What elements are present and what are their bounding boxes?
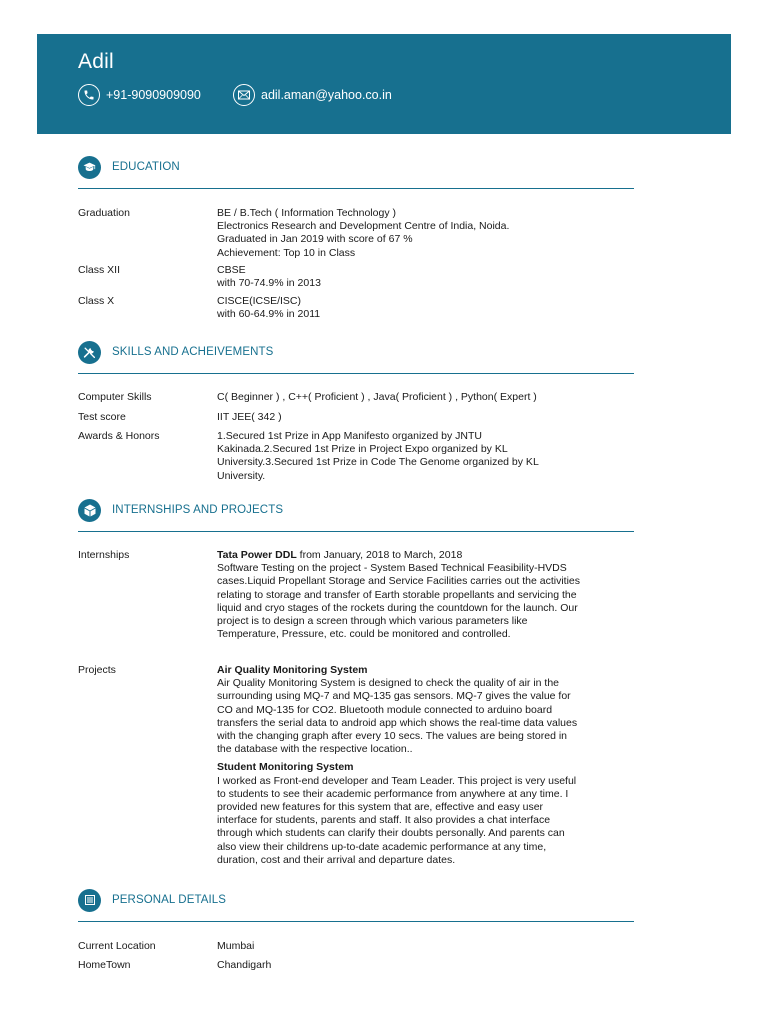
tools-icon — [78, 341, 101, 364]
personal-title: PERSONAL DETAILS — [112, 894, 227, 906]
project-item — [217, 761, 582, 867]
degree: BE / B.Tech ( Information Technology ) — [217, 207, 396, 219]
internship-period: from January, 2018 to March, 2018 — [296, 549, 463, 561]
education-value — [217, 207, 582, 260]
project-title: Student Monitoring System — [217, 761, 354, 774]
personal-section-header — [78, 887, 634, 922]
score: with 70-74.9% in 2013 — [217, 277, 321, 290]
project-description: Air Quality Monitoring System is designed to check the quality of air in the surrounding using MQ-7 and MQ-135 gas sensors. MQ-7 gives the value for CO and MQ-135 for CO2. Bluetooth module connected to arduino board transfers the serial data to android app which shows the real-time data values with the changing graph after every 10 secs. The values are being stored in the database with the respective location.. — [217, 677, 578, 756]
education-label: Graduation — [78, 207, 130, 219]
internship-value — [217, 549, 582, 641]
personal-value: Chandigarh — [217, 959, 272, 971]
graduation-cap-icon — [78, 156, 101, 179]
internship-company: Tata Power DDL — [217, 549, 297, 561]
achievement: Achievement: Top 10 in Class — [217, 246, 356, 259]
internships-section-header — [78, 497, 634, 532]
internship-heading — [217, 549, 582, 562]
email-contact — [233, 83, 392, 107]
internship-description: Software Testing on the project - System Based Technical Feasibility-HVDS cases.Liquid Propellant Storage and Service Facilities carries out the activities relating to storage and transfer of Earth storable propellants and servicing the liquid and cryo stages of the rockets during the countdown for the launch. Our project is to design a screen through which various parameters like Temperature, Pressure, etc. could be monitored and controlled. — [217, 562, 581, 641]
skills-value: 1.Secured 1st Prize in App Manifesto organized by JNTU Kakinada.2.Secured 1st Prize in Project Expo organized by KL University.3.Secured 1st Prize in Code The Genome organized by KL University. — [217, 430, 539, 482]
score: with 60-64.9% in 2011 — [217, 308, 321, 321]
project-description: I worked as Front-end developer and Team Leader. This project is very useful to students to see their academic performance from anywhere at any time. I provided new features for this system that are, effective and easy user interface for students, parents and staff. It also provides a chat interface through which students can clarify their doubts personally. And parents can also view their childrens up-to-date academic performance at any time, duration, cost and their arrival and departure dates. — [217, 774, 577, 866]
personal-label: HomeTown — [78, 959, 131, 971]
education-value — [217, 264, 582, 290]
email-address[interactable]: adil.aman@yahoo.co.in — [261, 88, 392, 102]
resume-header — [37, 34, 731, 134]
skills-section-header — [78, 339, 634, 374]
board: CISCE(ICSE/ISC) — [217, 295, 302, 307]
education-title: EDUCATION — [112, 161, 180, 173]
skills-label: Computer Skills — [78, 391, 152, 403]
personal-value: Mumbai — [217, 940, 255, 952]
board: CBSE — [217, 264, 246, 276]
skills-label: Test score — [78, 411, 126, 423]
phone-contact — [78, 83, 201, 107]
projects-label: Projects — [78, 664, 116, 676]
skills-label: Awards & Honors — [78, 430, 160, 442]
education-section-header — [78, 154, 634, 189]
envelope-icon — [233, 84, 255, 106]
project-title: Air Quality Monitoring System — [217, 664, 368, 676]
cube-icon — [78, 499, 101, 522]
list-icon — [78, 889, 101, 912]
projects-value — [217, 664, 582, 872]
education-value — [217, 295, 582, 321]
graduation-score: Graduated in Jan 2019 with score of 67 % — [217, 233, 413, 246]
institution: Electronics Research and Development Centre of India, Noida. — [217, 220, 510, 233]
phone-icon — [78, 84, 100, 106]
phone-number: +91-9090909090 — [106, 88, 201, 102]
project-item — [217, 664, 582, 756]
education-label: Class X — [78, 295, 115, 307]
education-label: Class XII — [78, 264, 121, 276]
skills-value: C( Beginner ) , C++( Proficient ) , Java( Proficient ) , Python( Expert ) — [217, 391, 537, 403]
internships-title: INTERNSHIPS AND PROJECTS — [112, 504, 284, 516]
skills-value: IIT JEE( 342 ) — [217, 411, 282, 423]
skills-title: SKILLS AND ACHEIVEMENTS — [112, 346, 274, 358]
candidate-name: Adil — [78, 50, 114, 73]
internship-label: Internships — [78, 549, 130, 561]
personal-label: Current Location — [78, 940, 156, 952]
